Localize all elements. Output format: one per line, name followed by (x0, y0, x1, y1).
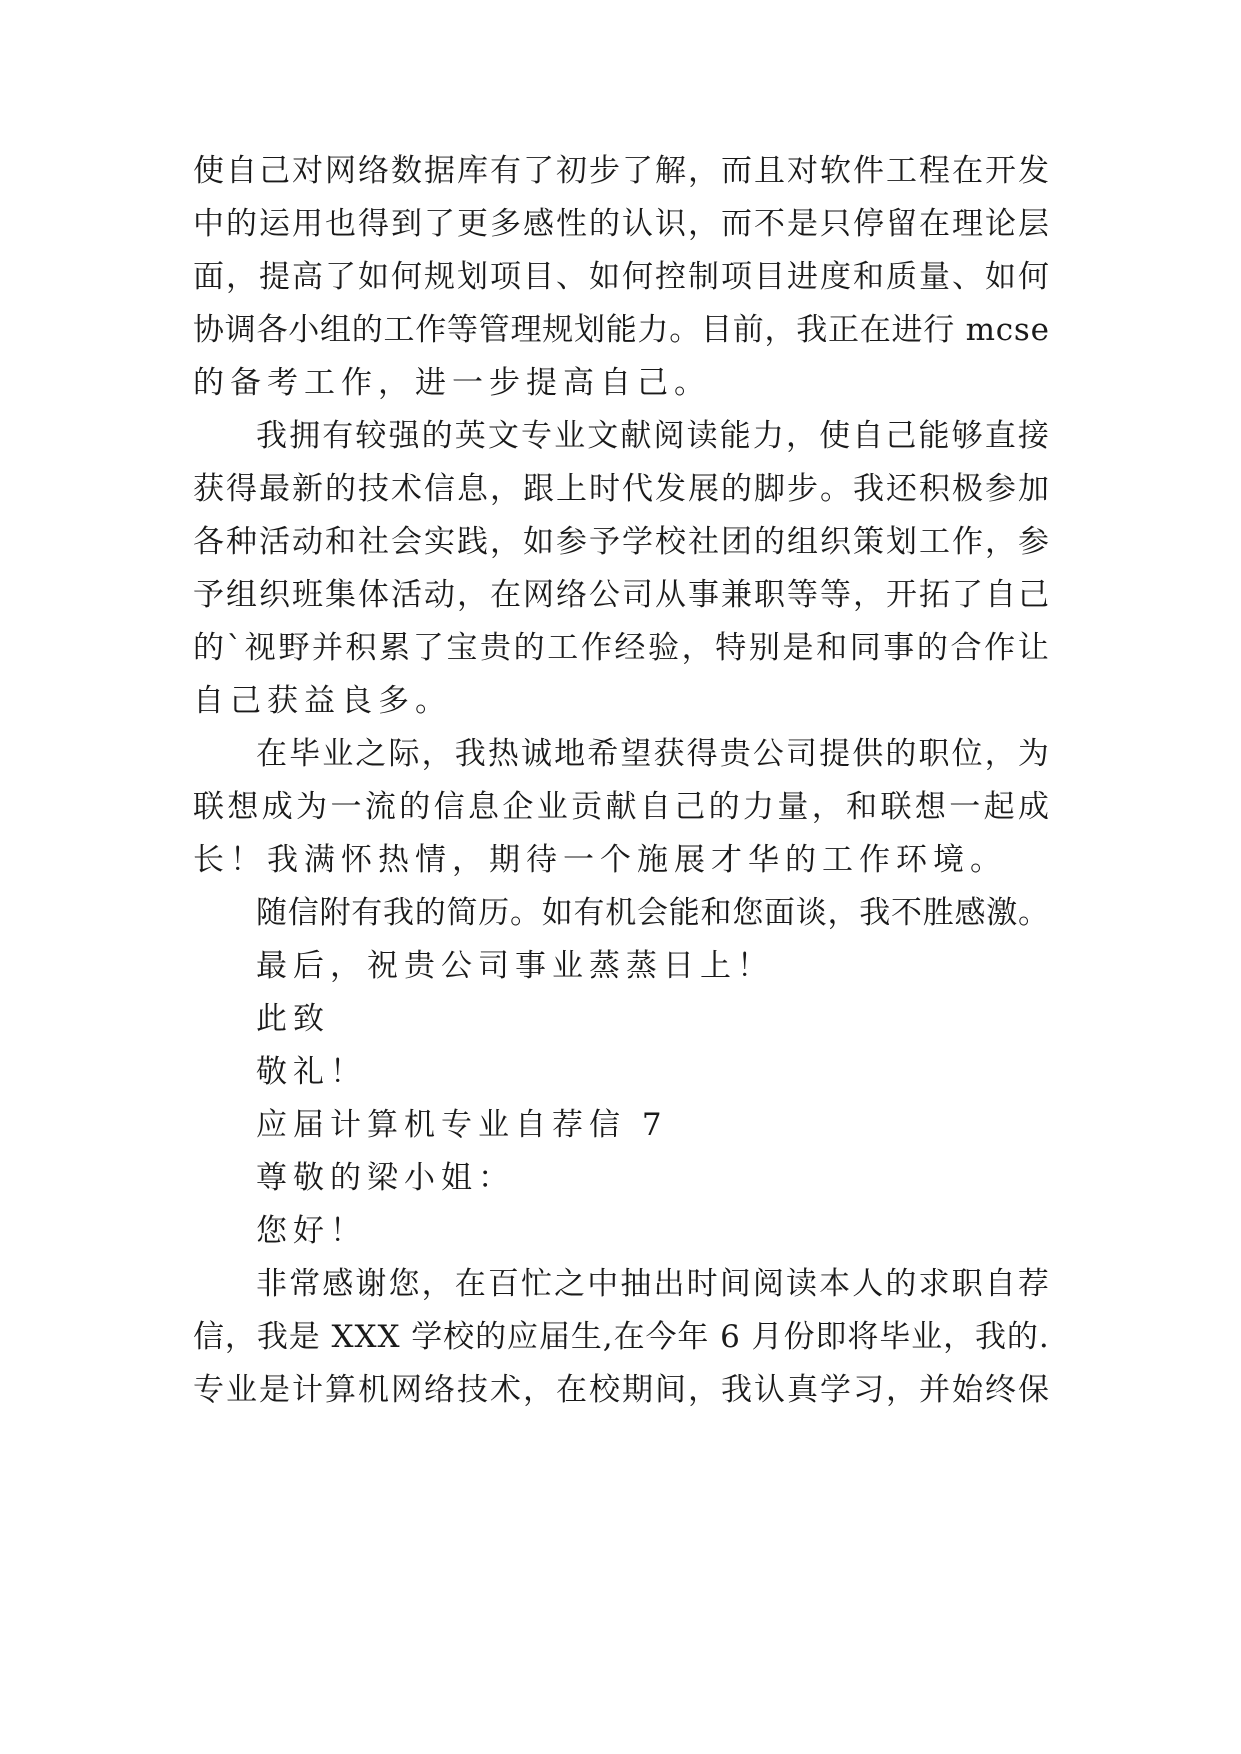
text-line: 的备考工作，进一步提高自己。 (193, 365, 711, 401)
paragraph-start-line: 非 常 感 谢 您 ， 在 百 忙 之 中 抽 出 时 间 阅 读 本 人 的 求 职 自 荐 (256, 1266, 1049, 1302)
text-line: 予 组 织 班 集 体 活 动 ， 在 网 络 公 司 从 事 兼 职 等 等 ， 开 拓 了 自 己 (193, 577, 1049, 613)
text-line: 长！我满怀热情，期待一个施展才华的工作环境。 (193, 842, 1007, 878)
text-line: 最后，祝贵公司事业蒸蒸日上！ (256, 948, 774, 984)
paragraph-start-line: 我 拥 有 较 强 的 英 文 专 业 文 献 阅 读 能 力 ， 使 自 己 能 够 直 接 (256, 418, 1049, 454)
text-line: 联 想 成 为 一 流 的 信 息 企 业 贡 献 自 己 的 力 量 ， 和 联 想 一 起 成 (193, 789, 1049, 825)
paragraph-start-line: 在 毕 业 之 际 ， 我 热 诚 地 希 望 获 得 贵 公 司 提 供 的 职 位 ， 为 (256, 736, 1049, 772)
text-line: 随 信 附 有 我 的 简 历 。 如 有 机 会 能 和 您 面 谈 ， 我 不 胜 感 激 。 (256, 895, 1049, 931)
text-line: 信 ， 我 是 X X X 学 校 的 应 届 生 , 在 今 年 6 月 份 即 将 毕 业 ， 我 的 . (193, 1319, 1049, 1355)
text-line: 专 业 是 计 算 机 网 络 技 术 ， 在 校 期 间 ， 我 认 真 学 习 ， 并 始 终 保 (193, 1372, 1049, 1408)
closing-salutation: 敬礼！ (256, 1054, 367, 1090)
text-line: 中 的 运 用 也 得 到 了 更 多 感 性 的 认 识 ， 而 不 是 只 停 留 在 理 论 层 (193, 206, 1049, 242)
text-line: 使 自 己 对 网 络 数 据 库 有 了 初 步 了 解 ， 而 且 对 软 件 工 程 在 开 发 (193, 153, 1049, 189)
text-line: 面 ， 提 高 了 如 何 规 划 项 目 、 如 何 控 制 项 目 进 度 和 质 量 、 如 何 (193, 259, 1049, 295)
text-line: 获 得 最 新 的 技 术 信 息 ， 跟 上 时 代 发 展 的 脚 步 。 我 还 积 极 参 加 (193, 471, 1049, 507)
text-line: 自己获益良多。 (193, 683, 452, 719)
letter-heading: 应届计算机专业自荐信 7 (256, 1107, 668, 1143)
text-line: 各 种 活 动 和 社 会 实 践 ， 如 参 予 学 校 社 团 的 组 织 策 划 工 作 ， 参 (193, 524, 1049, 560)
greeting-line: 尊敬的梁小姐： (256, 1160, 515, 1196)
greeting-line: 您好！ (256, 1213, 367, 1249)
text-line: 协 调 各 小 组 的 工 作 等 管 理 规 划 能 力 。 目 前 ， 我 正 在 进 行 m c s e (193, 312, 1049, 348)
text-line: 的 ` 视 野 并 积 累 了 宝 贵 的 工 作 经 验 ， 特 别 是 和 同 事 的 合 作 让 (193, 630, 1049, 666)
closing-line: 此致 (256, 1001, 330, 1037)
